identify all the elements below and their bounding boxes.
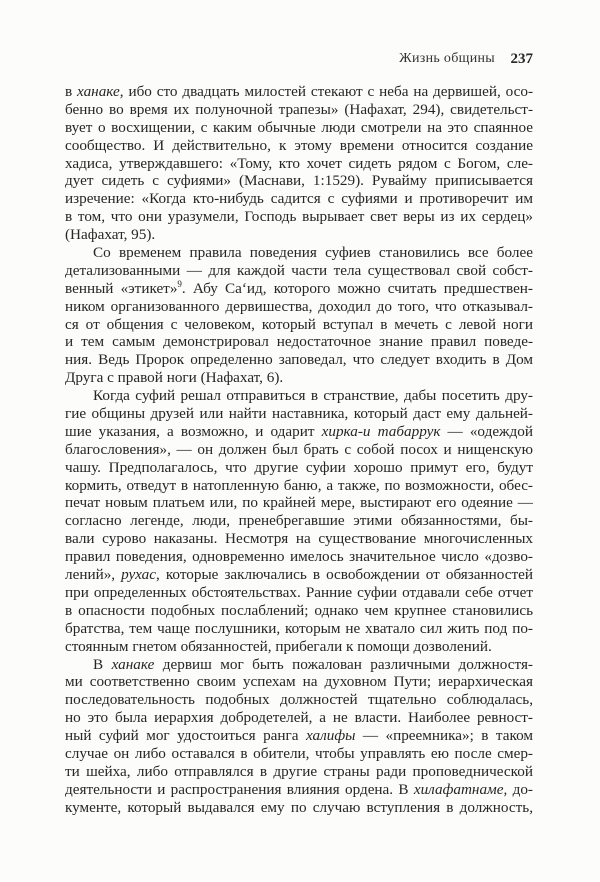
text-line: [65, 566, 533, 584]
text-segment: но это была иерархия добродетелей, а не власти. Наиболее ревност-: [65, 709, 533, 727]
running-header: [65, 51, 533, 71]
text-line: [65, 208, 533, 226]
text-segment: в том, что они уразумели, Господь вырывает свет веры из их сердец»: [65, 208, 533, 226]
text-line: [65, 155, 533, 173]
text-line: [65, 119, 533, 137]
text-segment: , ибо сто двадцать милостей стекают с неба на дервишей, осо-: [119, 83, 533, 100]
text-segment: бенно во время их полуночной трапезы» (Нафахат, 294), свидетельст-: [65, 100, 533, 118]
text-segment: печат новым платьем или, по крайней мере, выстирают его одеяние —: [65, 494, 533, 512]
text-segment: ником организованного дервишества, доходил до того, что отказывал-: [65, 297, 533, 315]
text-line: [65, 83, 533, 101]
text-line: [65, 333, 533, 351]
running-title: Жизнь общины: [399, 51, 495, 66]
text-segment: при определенных обстоятельствах. Ранние суфии отдавали себе отчет: [65, 583, 533, 601]
text-segment: (Нафахат, 95).: [65, 226, 156, 244]
text-line: [65, 244, 533, 262]
text-segment: кормить, отведут в натопленную баню, а также, по возможности, обес-: [65, 476, 533, 494]
text-segment: сообщество. И действительно, к этому времени относится создание: [65, 136, 533, 154]
text-segment: — «одеждой: [440, 422, 533, 440]
text-segment: в: [65, 83, 78, 100]
text-line: [65, 387, 533, 405]
text-line: [65, 101, 533, 119]
text-line: [65, 709, 533, 727]
text-segment: детализованными — для каждой части тела существовал свой собст-: [65, 261, 533, 279]
text-line: [65, 727, 533, 745]
text-segment: благословения», — он должен был брать с собой посох и нищенскую: [65, 440, 533, 458]
text-line: [65, 351, 533, 369]
text-line: [65, 262, 533, 280]
text-line: [65, 441, 533, 459]
text-segment: гие общины друзей или найти наставника, который даст ему дальней-: [65, 405, 533, 423]
text-segment: Друга с правой ноги (Нафахат, 6).: [65, 369, 284, 387]
text-segment: Со временем правила поведения суфиев становились все более: [93, 244, 533, 262]
italic-term: халифы: [305, 727, 356, 745]
page-number: 237: [510, 51, 533, 67]
text-line: [65, 745, 533, 763]
text-segment: Когда суфий решал отправиться в странствие, дабы посетить дру-: [93, 387, 533, 405]
italic-term: хилафатнаме: [413, 780, 504, 798]
footnote-ref: 9: [177, 279, 182, 289]
text-segment: вали сурово наказаны. Несмотря на существование многочисленных: [65, 530, 533, 548]
text-segment: ный суфий мог удостоиться ранга: [65, 727, 306, 745]
text-segment: — «преемника»; в таком: [355, 727, 533, 745]
text-line: [65, 298, 533, 316]
text-segment: чашу. Предполагалось, что другие суфии хорошо примут его, будут: [65, 458, 533, 476]
text-segment: ми соответственно своим успехам на духовном Пути; иерархическая: [65, 673, 533, 691]
text-line: [65, 494, 533, 512]
body-text: [65, 83, 533, 817]
text-segment: изречение: «Когда кто-нибудь садится с суфиями и противоречит им: [65, 190, 533, 208]
text-segment: , до-: [503, 780, 533, 798]
text-line: [65, 137, 533, 155]
text-line: [65, 638, 533, 656]
text-line: [65, 369, 533, 387]
text-segment: , которые заключались в освобождении от обязанностей: [155, 566, 533, 584]
text-line: [65, 530, 533, 548]
text-segment: ти шейха, либо отправлялся в другие страны ради проповеднической: [65, 762, 533, 780]
text-line: [65, 226, 533, 244]
text-line: [65, 405, 533, 423]
text-segment: согласно легенде, люди, пренебрегавшие этими обязанностями, бы-: [65, 512, 533, 530]
text-line: [65, 190, 533, 208]
text-line: [65, 673, 533, 691]
text-line: [65, 763, 533, 781]
text-segment: ся от общения с человеком, который вступал в мечеть с левой ноги: [65, 315, 533, 333]
text-line: [65, 477, 533, 495]
text-line: [65, 548, 533, 566]
text-segment: братства, тем чаще послушники, которым не хватало сил жить под по-: [65, 619, 533, 637]
italic-term: хирка-и табаррук: [321, 422, 441, 440]
text-segment: В: [93, 655, 112, 673]
text-segment: стоянным гнетом обязанностей, прибегали к помощи дозволений.: [65, 637, 492, 655]
text-segment: дервиш мог быть пожалован различными должностя-: [154, 655, 533, 673]
text-line: [65, 620, 533, 638]
text-segment: деятельности и распространения влияния ордена. В: [65, 780, 414, 798]
text-segment: в опасности подобных послаблений; однако чем крупнее становились: [65, 601, 533, 619]
text-line: [65, 602, 533, 620]
text-segment: лений»,: [65, 566, 122, 584]
italic-term: ханаке: [77, 83, 120, 100]
text-line: [65, 459, 533, 477]
text-segment: . Абу Са‘ид, которого можно считать предшествен-: [181, 279, 533, 297]
text-segment: вует о восхищении, с каким обычные люди смотрели на это спаянное: [65, 118, 533, 136]
text-line: [65, 656, 533, 674]
italic-term: рухас: [121, 566, 156, 584]
text-segment: кументе, который выдавался ему по случаю вступления в должность,: [65, 798, 533, 816]
text-line: [65, 423, 533, 441]
text-line: [65, 799, 533, 817]
text-line: [65, 584, 533, 602]
text-segment: случае он либо оставался в обители, чтобы управлять ею после смер-: [65, 744, 533, 762]
text-line: [65, 316, 533, 334]
text-segment: и тем самым демонстрировал недостаточное знание правил поведе-: [65, 333, 533, 351]
text-line: [65, 691, 533, 709]
text-line: [65, 781, 533, 799]
text-line: [65, 512, 533, 530]
text-segment: хадиса, утверждавшего: «Тому, кто хочет сидеть рядом с Богом, сле-: [65, 154, 533, 172]
text-segment: шие указания, а возможно, и одарит: [65, 422, 322, 440]
text-line: [65, 280, 533, 298]
text-segment: ния. Ведь Пророк определенно заповедал, что следует входить в Дом: [65, 351, 533, 369]
text-line: [65, 172, 533, 190]
text-segment: венный «этикет»: [65, 279, 178, 297]
italic-term: ханаке: [111, 655, 155, 673]
text-segment: правил поведения, одновременно имелось значительное число «дозво-: [65, 548, 533, 566]
text-segment: дует сидеть с суфиями» (Маснави, 1:1529). Рувайму приписывается: [65, 172, 533, 190]
text-segment: последовательность подобных должностей тщательно соблюдалась,: [65, 691, 533, 709]
